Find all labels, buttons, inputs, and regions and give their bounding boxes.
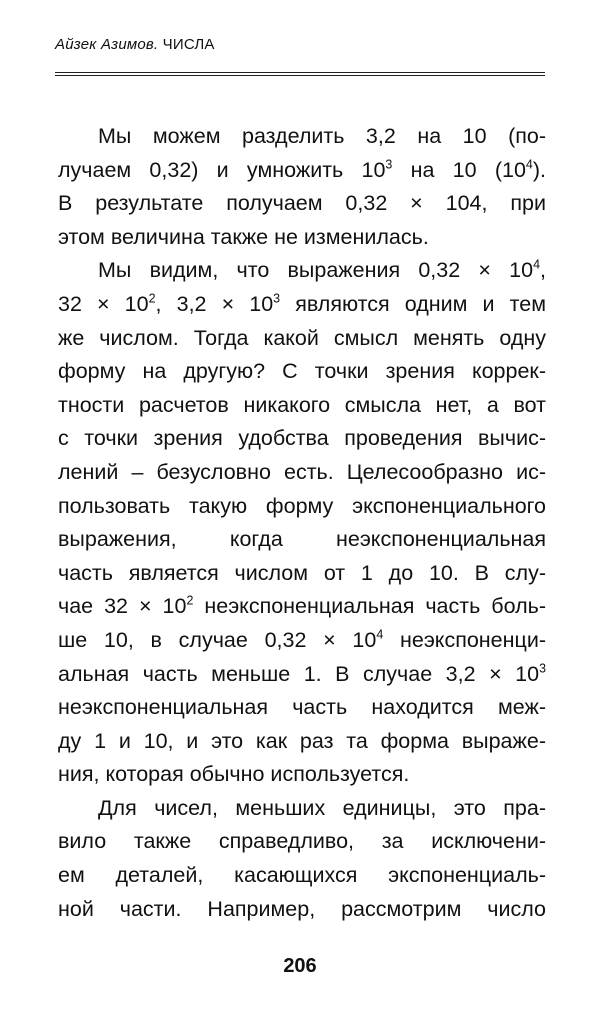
text-line: с точки зрения удобства проведения вычис- bbox=[58, 426, 546, 451]
text-line: ем деталей, касающихся экспоненциаль- bbox=[58, 863, 546, 888]
text-line: выражения, когда неэкспоненциальная bbox=[58, 527, 546, 552]
page-body bbox=[58, 120, 546, 926]
text-line: вило также справедливо, за исключени- bbox=[58, 829, 546, 854]
text-line: В результате получаем 0,32 × 104, при bbox=[58, 191, 546, 216]
header-book-title: ЧИСЛА bbox=[162, 36, 215, 53]
text-line: $32 \times 10^2$, $3,2 \times 10^3$ являются одним и тем bbox=[58, 291, 546, 316]
text-line: Мы видим, что выражения $0,32 \times 10^4$, bbox=[98, 257, 546, 283]
text-line: Мы можем разделить 3,2 на 10 (по- bbox=[98, 124, 546, 148]
text-line: часть является числом от 1 до 10. В слу- bbox=[58, 560, 546, 585]
text-line: тности расчетов никакого смысла нет, а вот bbox=[58, 392, 546, 417]
text-line: лучаем 0,32) и умножить $10^3$ на 10 $(10^4)$. bbox=[58, 156, 546, 182]
text-line: пользовать такую форму экспоненциального bbox=[58, 493, 546, 518]
text-line: ше 10, в случае $0,32 \times 10^4$ неэкспоненци- bbox=[58, 627, 546, 652]
header-author: Айзек Азимов. bbox=[55, 36, 159, 53]
text-line: чае $32 \times 10^2$ неэкспоненциальная часть боль- bbox=[58, 593, 546, 619]
text-line: же числом. Тогда какой смысл менять одну bbox=[58, 325, 546, 350]
text-line: альная часть меньше 1. В случае $3,2 \times 10^3$ bbox=[58, 660, 546, 686]
text-line: неэкспоненциальная часть находится меж- bbox=[58, 695, 546, 720]
text-line: этом величина также не изменилась. bbox=[58, 224, 429, 249]
text-line: лений – безусловно есть. Целесообразно ис- bbox=[58, 459, 546, 484]
header-rule-top bbox=[55, 72, 545, 73]
page-number: 206 bbox=[283, 955, 317, 977]
text-line: ния, которая обычно используется. bbox=[58, 762, 410, 787]
text-line: ду 1 и 10, и это как раз та форма выраже- bbox=[58, 728, 546, 753]
text-line: ной части. Например, рассмотрим число bbox=[58, 896, 546, 921]
header-rule-bottom bbox=[55, 75, 545, 76]
running-header bbox=[55, 36, 215, 53]
text-line: Для чисел, меньших единицы, это пра- bbox=[98, 795, 546, 820]
text-line: форму на другую? С точки зрения коррек- bbox=[58, 359, 546, 384]
